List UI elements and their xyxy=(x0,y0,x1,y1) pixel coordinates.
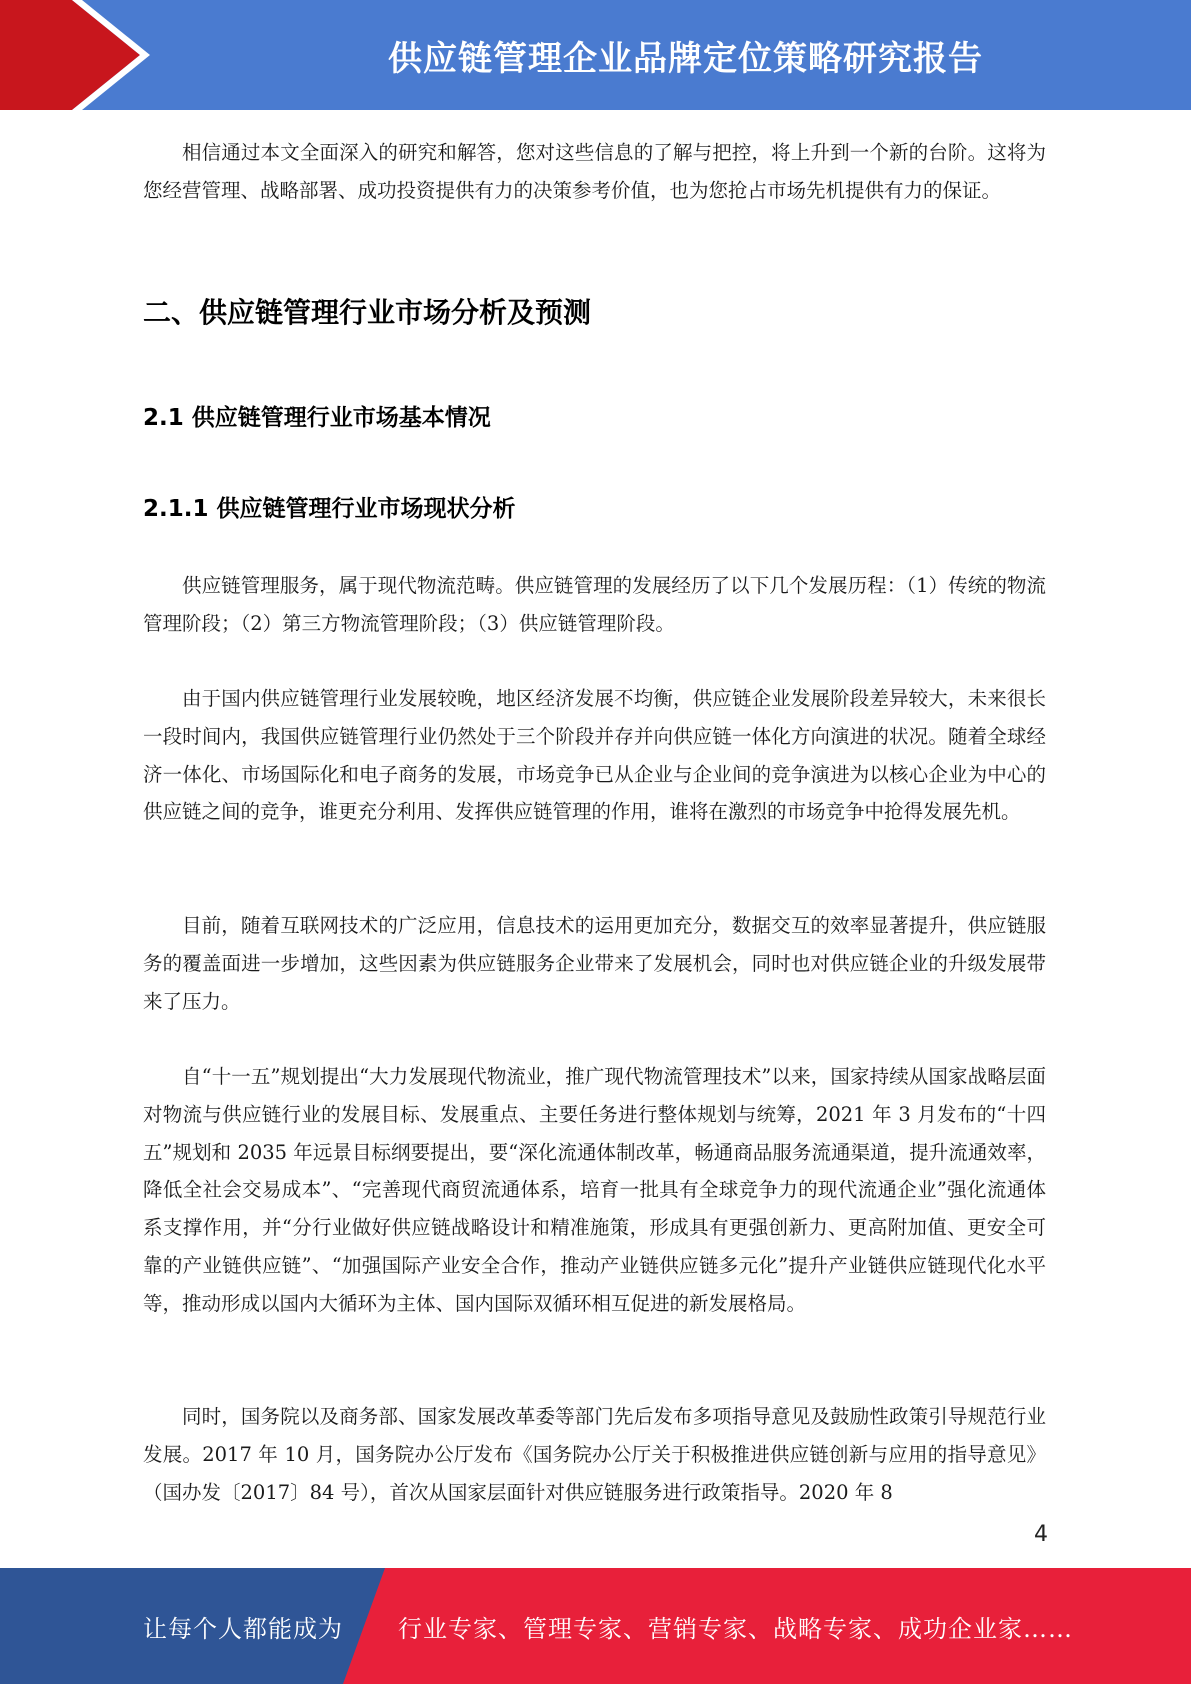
body-paragraph: 目前，随着互联网技术的广泛应用，信息技术的运用更加充分，数据交互的效率显著提升，供应链服务的覆盖面进一步增加，这些因素为供应链服务企业带来了发展机会，同时也对供应链企业的升级发展带来了压力。 xyxy=(143,914,1046,1013)
chevron-arrow-icon xyxy=(0,0,160,110)
footer-slogan-left: 让每个人都能成为 xyxy=(143,1614,343,1643)
page-number: 4 xyxy=(1034,1522,1048,1547)
subsubsection-heading: 2.1.1 供应链管理行业市场现状分析 xyxy=(143,496,516,522)
body-paragraph: 同时，国务院以及商务部、国家发展改革委等部门先后发布多项指导意见及鼓励性政策引导规范行业发展。2017 年 10 月，国务院办公厅发布《国务院办公厅关于积极推进供应链创新与应用的指导意见》（国办发〔2017〕84 号），首次从国家层面针对供应链服务进行政策指导。2020 年 8 xyxy=(143,1405,1046,1504)
body-paragraph: 自“十一五”规划提出“大力发展现代物流业，推广现代物流管理技术”以来，国家持续从国家战略层面对物流与供应链行业的发展目标、发展重点、主要任务进行整体规划与统筹，2021 年 3 月发布的“十四五”规划和 2035 年远景目标纲要提出，要“深化流通体制改革，畅通商品服务流通渠道，提升流通效率，降低全社会交易成本”、“完善现代商贸流通体系，培育一批具有全球竞争力的现代流通企业”强化流通体系支撑作用，并“分行业做好供应链战略设计和精准施策，形成具有更强创新力、更高附加值、更安全可靠的产业链供应链”、“加强国际产业安全合作，推动产业链供应链多元化”提升产业链供应链现代化水平等，推动形成以国内大循环为主体、国内国际双循环相互促进的新发展格局。 xyxy=(143,1065,1046,1315)
page-footer xyxy=(0,1568,1191,1684)
intro-paragraph: 相信通过本文全面深入的研究和解答，您对这些信息的了解与把控，将上升到一个新的台阶。这将为您经营管理、战略部署、成功投资提供有力的决策参考价值，也为您抢占市场先机提供有力的保证。 xyxy=(143,141,1046,202)
page-header xyxy=(0,0,1191,110)
body-paragraph: 供应链管理服务，属于现代物流范畴。供应链管理的发展经历了以下几个发展历程：（1）传统的物流管理阶段；（2）第三方物流管理阶段；（3）供应链管理阶段。 xyxy=(143,574,1046,635)
body-paragraph: 由于国内供应链管理行业发展较晚，地区经济发展不均衡，供应链企业发展阶段差异较大，未来很长一段时间内，我国供应链管理行业仍然处于三个阶段并存并向供应链一体化方向演进的状况。随着全球经济一体化、市场国际化和电子商务的发展，市场竞争已从企业与企业间的竞争演进为以核心企业为中心的供应链之间的竞争，谁更充分利用、发挥供应链管理的作用，谁将在激烈的市场竞争中抢得发展先机。 xyxy=(143,687,1046,824)
document-title: 供应链管理企业品牌定位策略研究报告 xyxy=(388,38,983,79)
footer-slogan-right: 行业专家、管理专家、营销专家、战略专家、成功企业家…… xyxy=(398,1614,1073,1643)
section-heading: 二、供应链管理行业市场分析及预测 xyxy=(143,296,592,329)
subsection-heading: 2.1 供应链管理行业市场基本情况 xyxy=(143,405,491,431)
